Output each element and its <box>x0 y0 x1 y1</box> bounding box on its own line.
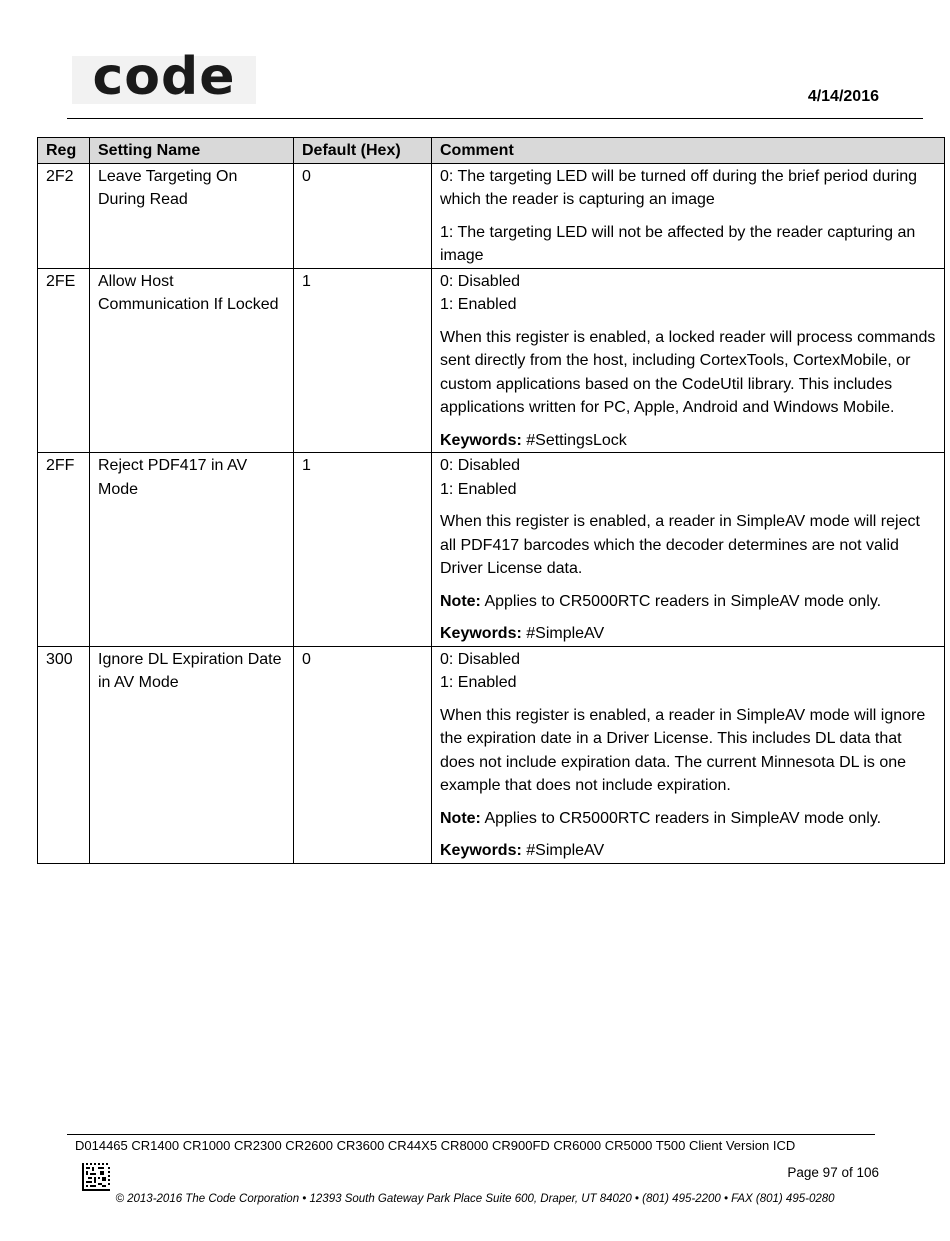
footer-document-id: D014465 CR1400 CR1000 CR2300 CR2600 CR3600 CR44X5 CR8000 CR900FD CR6000 CR5000 T500 Client Version ICD <box>75 1138 796 1153</box>
option-disabled: 0: Disabled <box>440 457 521 474</box>
comment-cell <box>432 453 945 647</box>
setting-name-cell: Leave Targeting On During Read <box>90 163 294 268</box>
setting-name-cell: Ignore DL Expiration Date in AV Mode <box>90 646 294 863</box>
note-label: Note: <box>440 809 481 827</box>
document-date: 4/14/2016 <box>807 88 879 105</box>
note-label: Note: <box>440 592 481 610</box>
note-value: Applies to CR5000RTC readers in SimpleAV mode only. <box>480 809 882 827</box>
default-cell: 0 <box>294 163 432 268</box>
comment-cell <box>432 268 945 453</box>
page-number: Page 97 of 106 <box>787 1165 879 1180</box>
table-row <box>38 453 945 647</box>
comment-options <box>440 454 936 501</box>
default-cell: 1 <box>294 268 432 453</box>
keywords-value: #SimpleAV <box>521 625 605 642</box>
option-disabled: 0: Disabled <box>440 650 521 668</box>
comment-cell <box>432 163 945 268</box>
comment-note <box>440 590 936 614</box>
keywords-value: #SettingsLock <box>521 431 627 449</box>
default-cell: 0 <box>294 646 432 863</box>
keywords-value: #SimpleAV <box>521 842 605 859</box>
data-matrix-icon <box>82 1163 110 1191</box>
keywords-label: Keywords: <box>440 842 522 859</box>
setting-name-cell: Reject PDF417 in AV Mode <box>90 453 294 647</box>
reg-cell: 2FF <box>38 453 90 647</box>
footer-divider <box>67 1134 875 1135</box>
keywords-label: Keywords: <box>440 431 522 449</box>
comment-description: When this register is enabled, a reader in SimpleAV mode will reject all PDF417 barcodes which the decoder determines are not valid Driver License data. <box>440 513 920 577</box>
option-enabled: 1: Enabled <box>440 674 517 691</box>
header-divider <box>67 118 923 119</box>
column-header-default: Default (Hex) <box>294 138 432 164</box>
table-row <box>38 163 945 268</box>
reg-cell: 2F2 <box>38 163 90 268</box>
comment-description: When this register is enabled, a reader in SimpleAV mode will ignore the expiration date in a Driver License. This includes DL data that does not include expiration data. The current Minnesota DL is one example that does not include expiration. <box>440 706 926 794</box>
option-disabled: 0: Disabled <box>440 272 521 290</box>
comment-description: When this register is enabled, a locked reader will process commands sent directly from the host, including CortexTools, CortexMobile, or custom applications based on the CodeUtil library. This includes applications written for PC, Apple, Android and Windows Mobile. <box>440 328 936 416</box>
default-cell: 1 <box>294 453 432 647</box>
comment-options <box>440 270 936 317</box>
company-logo <box>72 47 256 107</box>
keywords-label: Keywords: <box>440 625 522 642</box>
column-header-comment: Comment <box>432 138 945 164</box>
option-enabled: 1: Enabled <box>440 296 517 313</box>
footer-copyright: © 2013-2016 The Code Corporation • 12393 South Gateway Park Place Suite 600, Draper, UT 84020 • (801) 495-2200 • FAX (801) 495-0280 <box>115 1193 835 1205</box>
comment-options <box>440 648 936 695</box>
comment-keywords <box>440 622 936 646</box>
comment-keywords <box>440 429 936 453</box>
comment-cell <box>432 646 945 863</box>
note-value: Applies to CR5000RTC readers in SimpleAV mode only. <box>480 592 882 610</box>
comment-paragraph: 0: The targeting LED will be turned off during the brief period during which the reader is capturing an image <box>440 167 918 208</box>
table-row <box>38 646 945 863</box>
logo-text: code <box>92 47 236 107</box>
comment-keywords <box>440 839 936 863</box>
reg-cell: 2FE <box>38 268 90 453</box>
table-row <box>38 268 945 453</box>
comment-note <box>440 807 936 831</box>
setting-name-cell: Allow Host Communication If Locked <box>90 268 294 453</box>
reg-cell: 300 <box>38 646 90 863</box>
column-header-reg: Reg <box>38 138 90 164</box>
comment-paragraph: 1: The targeting LED will not be affected by the reader capturing an image <box>440 223 916 264</box>
option-enabled: 1: Enabled <box>440 480 517 498</box>
table-header-row <box>38 138 945 164</box>
register-settings-table <box>37 137 945 864</box>
column-header-setting-name: Setting Name <box>90 138 294 164</box>
